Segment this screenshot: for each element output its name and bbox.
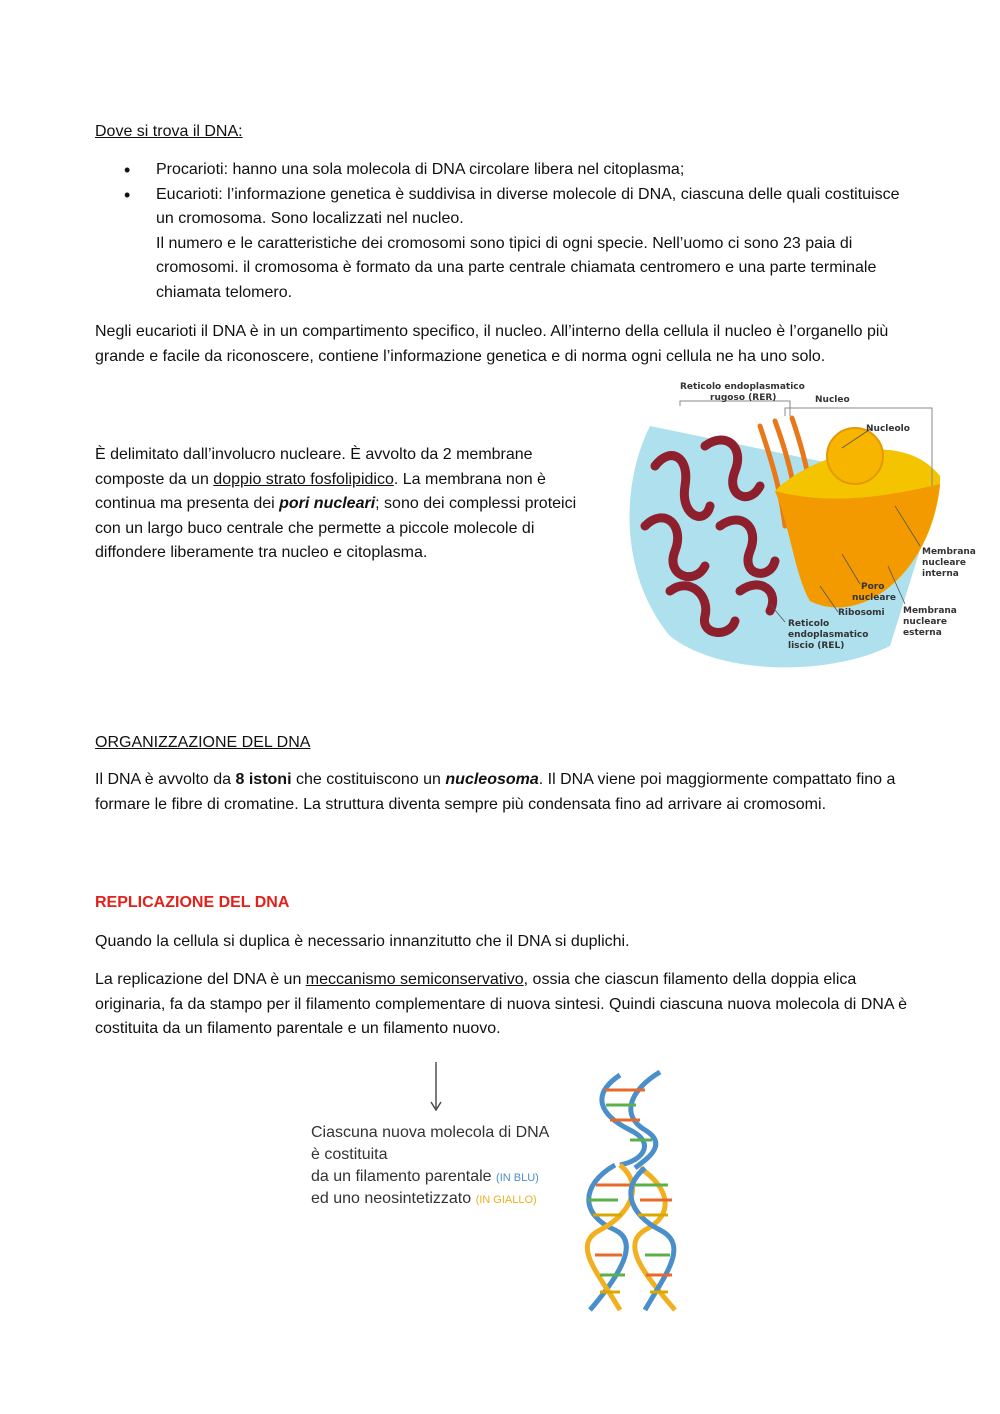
location-bullet-list xyxy=(95,158,915,305)
text-span: Il DNA è avvolto da xyxy=(95,771,236,788)
caption-text: da un filamento parentale xyxy=(311,1168,492,1185)
label-membrana-esterna-3: esterna xyxy=(903,628,942,638)
underlined-term: meccanismo semiconservativo xyxy=(305,971,524,988)
text-span: . La membrana non è continua ma presenta dei xyxy=(95,470,546,512)
label-nucleolo: Nucleolo xyxy=(866,424,910,434)
list-item xyxy=(95,183,915,306)
rer-bracket xyxy=(680,401,790,416)
nucleus-diagram-svg xyxy=(610,376,990,676)
caption-text: ed uno neosintetizzato xyxy=(311,1190,472,1207)
label-poro-2: nucleare xyxy=(852,593,896,603)
label-membrana-interna-2: nucleare xyxy=(922,558,966,568)
label-membrana-esterna-1: Membrana xyxy=(903,606,957,616)
label-rel-3: liscio (REL) xyxy=(788,641,845,651)
paragraph-nucleus: Negli eucarioti il DNA è in un compartimento specifico, il nucleo. All’interno della cellula il nucleo è l’organello più grande e facile da riconoscere, contiene l’informazione genetica e di norma ogni cellula ne ha uno solo. xyxy=(95,323,889,365)
caption-line-4 xyxy=(311,1190,537,1207)
caption-line-3 xyxy=(311,1168,539,1185)
section-heading-replication: REPLICAZIONE DEL DNA xyxy=(95,894,290,911)
caption-yellow-note: (IN GIALLO) xyxy=(475,1194,537,1206)
nucleolus-shape xyxy=(827,428,883,484)
label-membrana-esterna-2: nucleare xyxy=(903,617,947,627)
dna-replication-svg xyxy=(300,1060,740,1320)
dna-helix-left xyxy=(587,1165,632,1310)
bullet-text-prokaryotes: Procarioti: hanno una sola molecola di DNA circolare libera nel citoplasma; xyxy=(156,161,685,178)
label-rer-line2: rugoso (RER) xyxy=(710,393,777,403)
text-span: ; sono dei complessi proteici con un largo buco centrale che permette a piccole molecole di diffondere liberamente tra nucleo e citoplasma. xyxy=(95,495,577,561)
section-heading-organization: ORGANIZZAZIONE DEL DNA xyxy=(95,734,311,751)
caption-blue-note: (IN BLU) xyxy=(496,1172,539,1184)
bold-term: 8 istoni xyxy=(235,771,292,788)
text-span: , ossia che ciascun filamento della doppia elica originaria, fa da stampo per il filamento complementare di nuova sintesi. Quindi ciascuna nuova molecola di DNA è costituita da un filamento parentale e un filamento nuovo. xyxy=(95,971,907,1037)
dna-replication-figure xyxy=(300,1060,740,1320)
label-rer-line1: Reticolo endoplasmatico xyxy=(680,382,805,392)
emphasized-term: nucleosoma xyxy=(445,771,539,788)
dna-helix-right xyxy=(631,1168,675,1310)
paragraph-semiconservative xyxy=(95,968,910,1042)
text-span: che costituiscono un xyxy=(291,771,446,788)
caption-line-1: Ciascuna nuova molecola di DNA xyxy=(311,1124,550,1141)
bullet-text-eukaryotes: Eucarioti: l’informazione genetica è suddivisa in diverse molecole di DNA, ciascuna delle quali costituisce un cromosoma. Sono localizzati nel nucleo. xyxy=(156,185,900,227)
bullet-continuation-chromosomes: Il numero e le caratteristiche dei cromosomi sono tipici di ogni specie. Nell’uomo ci sono 23 paia di cromosomi. il cromosoma è formato da una parte centrale chiamata centromero e una parte terminale chiamata telomero. xyxy=(156,234,877,301)
label-nucleo: Nucleo xyxy=(815,395,850,405)
label-membrana-interna-3: interna xyxy=(922,569,959,579)
text-span: La replicazione del DNA è un xyxy=(95,971,306,988)
paragraph-nuclear-envelope xyxy=(95,443,595,566)
text-span: È delimitato dall’involucro nucleare. È avvolto da 2 membrane composte da un xyxy=(95,446,533,488)
label-rel-2: endoplasmatico xyxy=(788,630,869,640)
section-heading-where-dna: Dove si trova il DNA: xyxy=(95,123,243,140)
label-ribosomi: Ribosomi xyxy=(838,608,885,618)
text-span: . Il DNA viene poi maggiormente compattato fino a formare le fibre di cromatine. La struttura diventa sempre più condensata fino ad arrivare ai cromosomi. xyxy=(95,771,896,813)
emphasized-term: pori nucleari xyxy=(279,495,376,512)
label-poro-1: Poro xyxy=(861,582,885,592)
underlined-term: doppio strato fosfolipidico xyxy=(213,470,394,488)
list-item xyxy=(95,158,915,183)
label-membrana-interna-1: Membrana xyxy=(922,547,976,557)
paragraph-organization xyxy=(95,768,910,817)
caption-line-2: è costituita xyxy=(311,1146,388,1163)
label-rel-1: Reticolo xyxy=(788,619,830,629)
paragraph-replication-intro: Quando la cellula si duplica è necessario innanzitutto che il DNA si duplichi. xyxy=(95,933,630,950)
nucleus-diagram xyxy=(610,376,990,676)
